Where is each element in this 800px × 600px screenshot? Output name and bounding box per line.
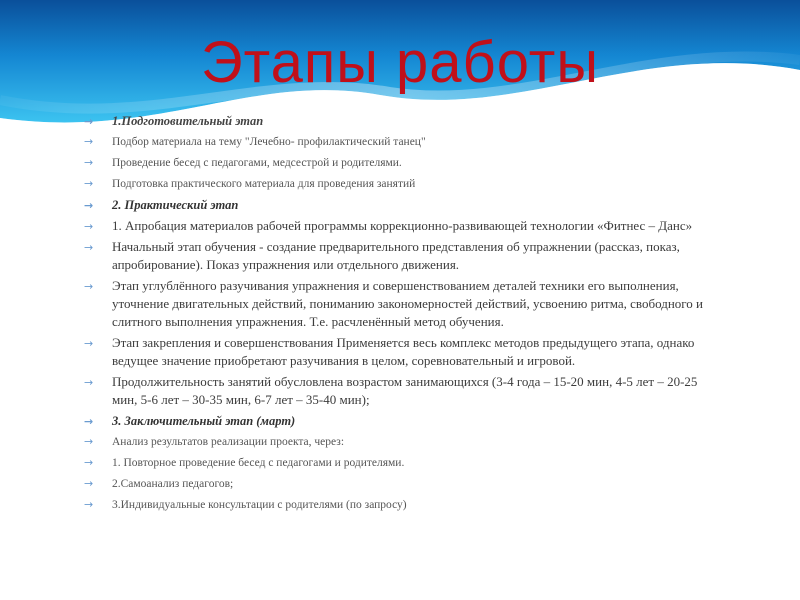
list-item-text: Начальный этап обучения - создание предварительного представления об упражнении (рассказ, показ, апробирование). Показ упражнения или отдельного движения. [112, 239, 680, 272]
list-item [82, 154, 722, 172]
bullet-icon: → [84, 337, 94, 350]
list-item-text: Анализ результатов реализации проекта, через: [112, 436, 345, 448]
list-item-text: 1. Повторное проведение бесед с педагогами и родителями. [112, 457, 405, 469]
list-item [82, 373, 722, 409]
list-item-text: 1.Подготовительный этап [112, 114, 264, 128]
list-item [82, 475, 722, 493]
stage-heading [82, 412, 722, 430]
content-list [82, 112, 722, 517]
list-item-text: Этап углублённого разучивания упражнения и совершенствованием деталей техники его выполнения, уточнение двигательных действий, пониманию закономерностей действий, усвоению ритма, свободного и слитного выполнения упражнения. Т.е. расчленённый метод обучения. [112, 278, 703, 329]
list-item [82, 496, 722, 514]
list-item [82, 217, 722, 235]
list-item-text: 2. Практический этап [112, 198, 239, 212]
bullet-icon: → [84, 177, 94, 190]
bullet-icon: → [84, 280, 94, 293]
list-item-text: Подготовка практического материала для проведения занятий [112, 178, 416, 190]
list-item [82, 433, 722, 451]
list-item [82, 277, 722, 331]
list-item-text: Продолжительность занятий обусловлена возрастом занимающихся (3-4 года – 15-20 мин, 4-5 лет – 20-25 мин, 5-6 лет – 30-35 мин, 6-7 лет – 35-40 мин); [112, 374, 698, 407]
list-item-text: 3. Заключительный этап (март) [112, 414, 296, 428]
list-item [82, 454, 722, 472]
bullet-icon: → [84, 477, 94, 490]
bullet-icon: → [84, 220, 94, 233]
bullet-icon: → [84, 199, 94, 212]
list-item-text: Этап закрепления и совершенствования Применяется весь комплекс методов предыдущего этапа, однако ведущее значение приобретают разучивания в целом, соревновательный и игровой. [112, 335, 695, 368]
bullet-icon: → [84, 498, 94, 511]
list-item-text: Подбор материала на тему "Лечебно- профилактический танец" [112, 136, 426, 148]
stage-heading [82, 196, 722, 214]
list-item-text: Проведение бесед с педагогами, медсестрой и родителями. [112, 157, 402, 169]
list-item [82, 334, 722, 370]
bullet-icon: → [84, 115, 94, 128]
slide-title: Этапы работы [200, 30, 600, 95]
list-item [82, 133, 722, 151]
list-item-text: 3.Индивидуальные консультации с родителями (по запросу) [112, 499, 407, 511]
list-item [82, 238, 722, 274]
bullet-icon: → [84, 135, 94, 148]
bullet-icon: → [84, 415, 94, 428]
bullet-icon: → [84, 435, 94, 448]
bullet-icon: → [84, 156, 94, 169]
bullet-icon: → [84, 241, 94, 254]
list-item-text: 2.Самоанализ педагогов; [112, 478, 234, 490]
bullet-icon: → [84, 456, 94, 469]
stage-heading [82, 112, 722, 130]
list-item-text: 1. Апробация материалов рабочей программы коррекционно-развивающей технологии «Фитнес – Данс» [112, 218, 693, 233]
bullet-icon: → [84, 376, 94, 389]
list-item [82, 175, 722, 193]
